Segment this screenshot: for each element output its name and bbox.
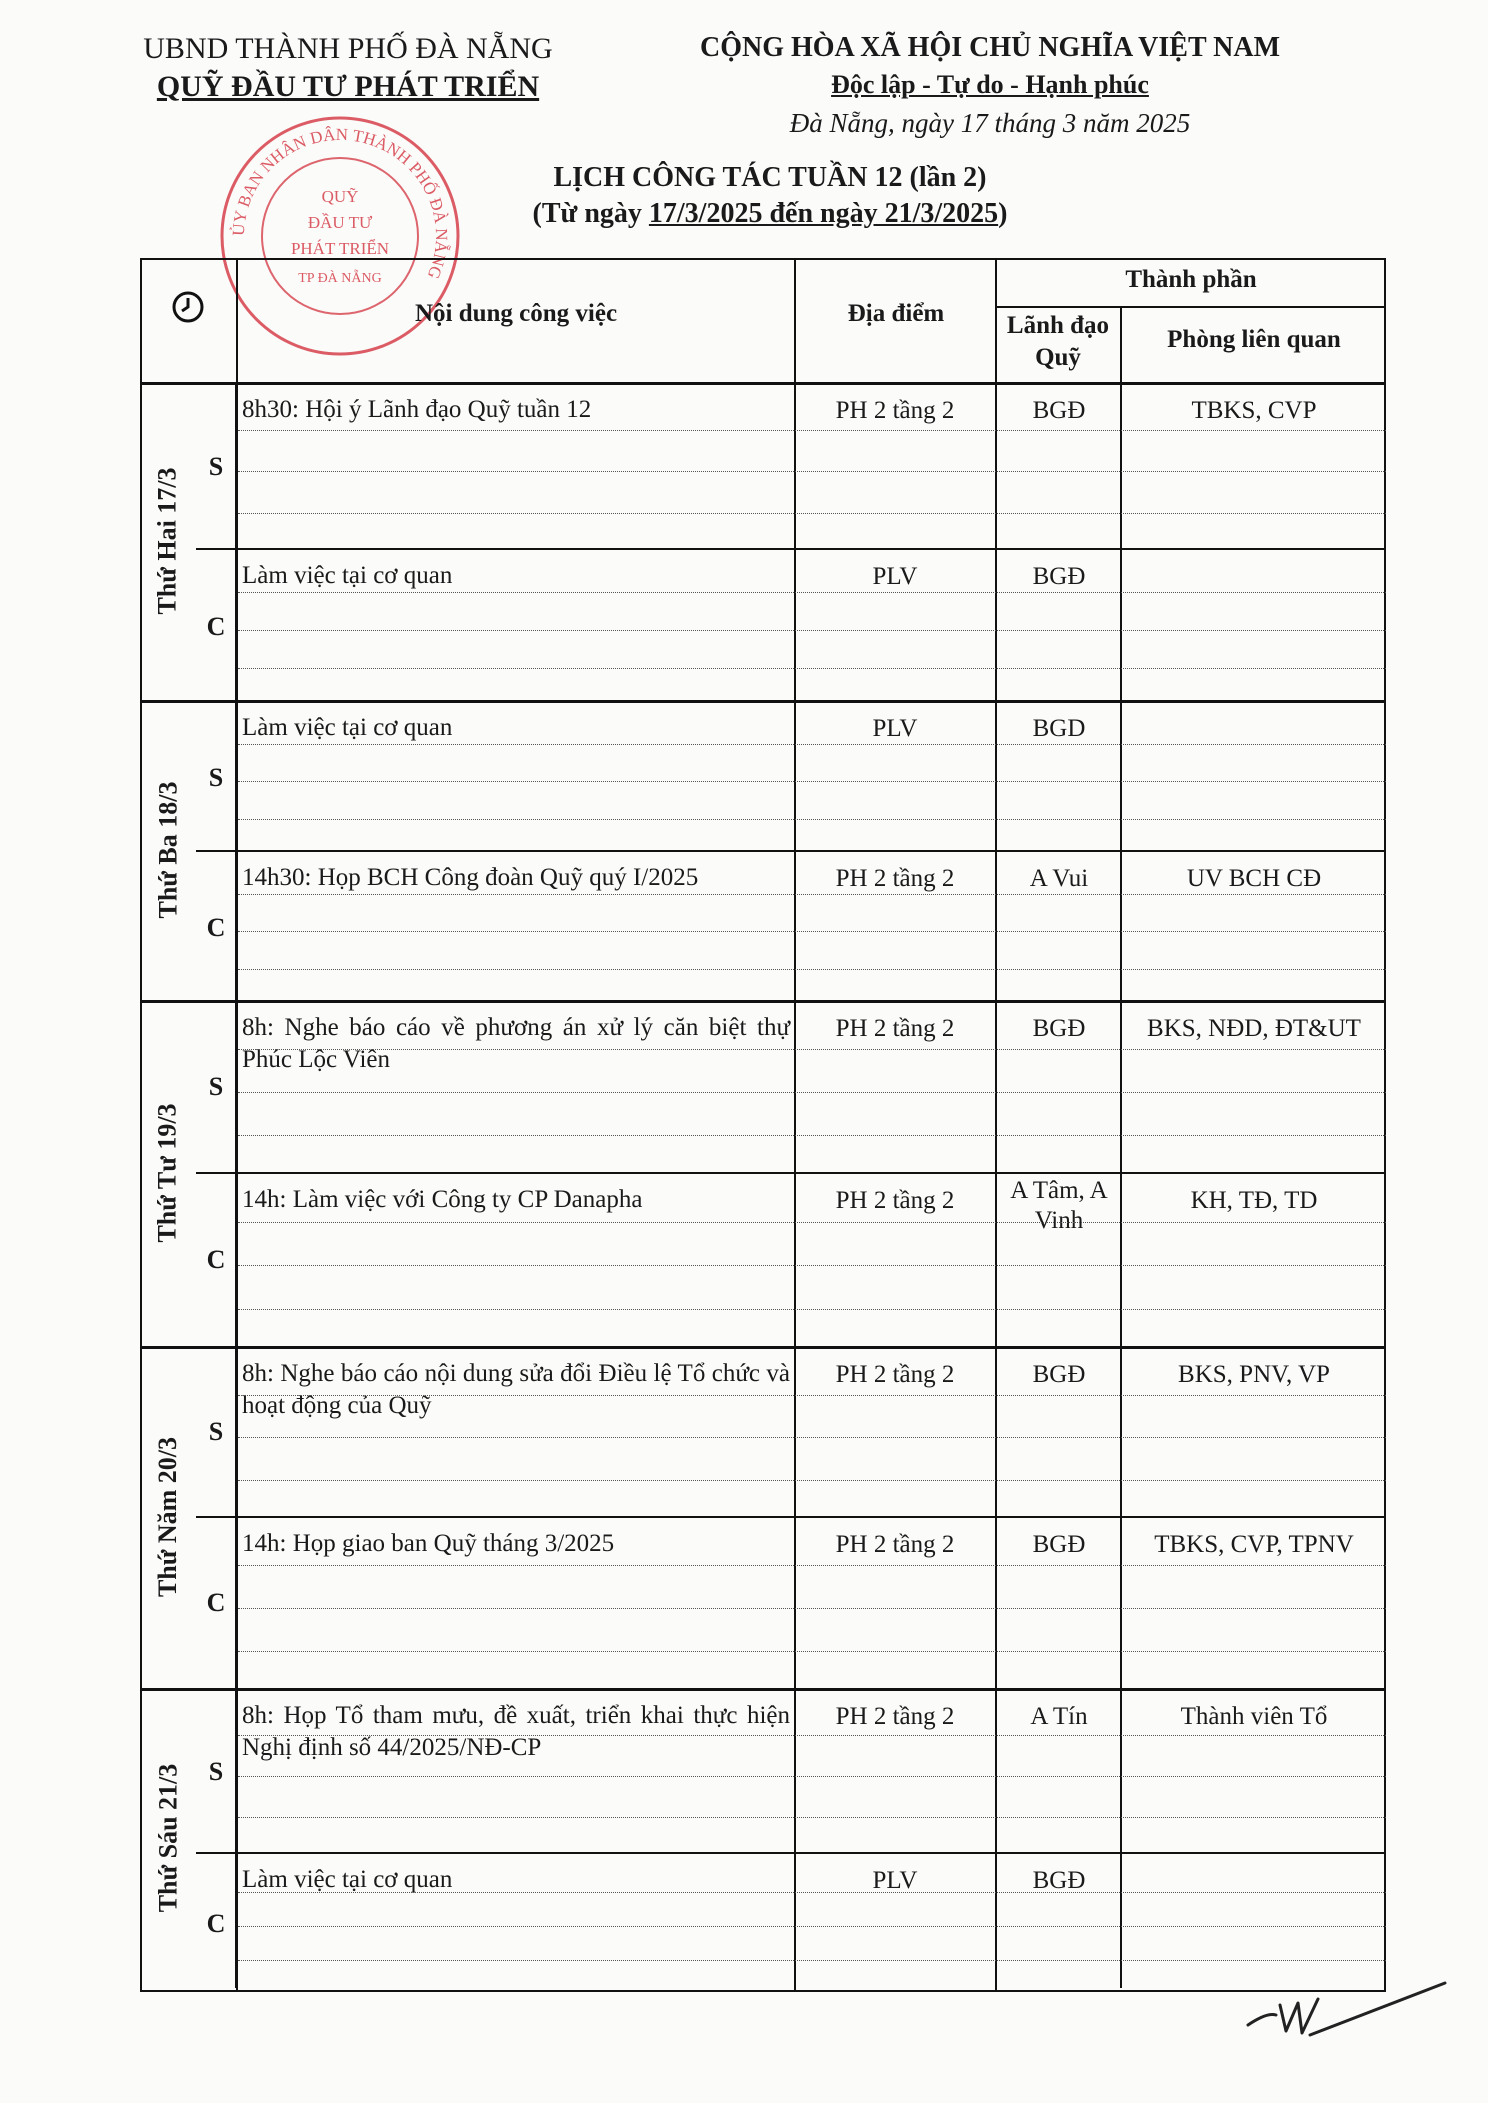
dotted-line — [238, 668, 1386, 669]
nation-motto: Độc lập - Tự do - Hạnh phúc — [831, 70, 1149, 99]
day-label-text: Thứ Sáu 21/3 — [153, 1763, 182, 1913]
session-marker: C — [206, 1588, 226, 1617]
task-leader: BGĐ — [1032, 1361, 1086, 1388]
task-location: PH 2 tầng 2 — [835, 1361, 955, 1388]
task-dept: BKS, NĐD, ĐT&UT — [1147, 1015, 1361, 1042]
clock-icon — [140, 290, 236, 331]
org-name-line1: UBND THÀNH PHỐ ĐÀ NẴNG — [143, 32, 553, 65]
schedule-date-range — [470, 198, 1070, 230]
session-marker: S — [208, 1072, 224, 1101]
task-leader: A Tín — [1030, 1703, 1088, 1730]
task-location: PH 2 tầng 2 — [835, 865, 955, 892]
grid-hline-day — [140, 700, 1386, 703]
nation-title: CỘNG HÒA XÃ HỘI CHỦ NGHĨA VIỆT NAM — [699, 32, 1281, 63]
title-fragment: (Từ ngày — [532, 198, 649, 229]
stamp-line2: ĐẦU TƯ — [307, 213, 373, 232]
org-name-line2-text: QUỸ ĐẦU TƯ PHÁT TRIỂN — [156, 70, 540, 103]
stamp-line1: QUỸ — [321, 187, 359, 206]
day-label — [140, 1346, 196, 1688]
grid-vline-leader — [995, 258, 997, 1992]
task-description: Làm việc tại cơ quan — [242, 562, 453, 589]
task-description: 14h30: Họp BCH Công đoàn Quỹ quý I/2025 — [242, 864, 699, 891]
dotted-line — [238, 969, 1386, 970]
task-location: PH 2 tầng 2 — [835, 1703, 955, 1730]
org-name-line2 — [140, 70, 556, 104]
task-dept: BKS, PNV, VP — [1178, 1361, 1330, 1388]
dotted-line — [238, 1092, 1386, 1093]
col-header-location: Địa điểm — [847, 300, 945, 327]
task-description: 14h: Họp giao ban Quỹ tháng 3/2025 — [242, 1530, 615, 1557]
dotted-line — [238, 1565, 1386, 1566]
session-marker: C — [206, 1245, 226, 1274]
stamp-line3: PHÁT TRIỂN — [290, 239, 390, 258]
stamp-ring-text: ỦY BAN NHÂN DÂN THÀNH PHỐ ĐÀ NẴNG — [228, 124, 452, 282]
dotted-line — [238, 1892, 1386, 1893]
grid-hline-day — [140, 1346, 1386, 1349]
stamp-line4: TP ĐÀ NẴNG — [298, 271, 382, 286]
dotted-line — [238, 781, 1386, 782]
task-location: PLV — [872, 715, 918, 742]
task-dept: TBKS, CVP, TPNV — [1154, 1531, 1354, 1558]
task-location: PH 2 tầng 2 — [835, 1531, 955, 1558]
dotted-line — [238, 1437, 1386, 1438]
session-marker: S — [208, 1417, 224, 1446]
task-dept: TBKS, CVP — [1191, 397, 1317, 424]
task-leader: BGD — [1032, 715, 1086, 742]
dotted-line — [238, 1049, 1386, 1050]
grid-hline-halfday — [196, 1172, 1386, 1174]
session-marker: C — [206, 612, 226, 641]
dotted-line — [238, 1480, 1386, 1481]
dotted-line — [238, 1265, 1386, 1266]
task-dept: Thành viên Tổ — [1180, 1703, 1328, 1730]
dotted-line — [238, 1651, 1386, 1652]
col-header-dept: Phòng liên quan — [1167, 326, 1341, 353]
task-leader: A Vui — [1029, 865, 1089, 892]
grid-hline-halfday — [196, 1852, 1386, 1854]
grid-hline-day — [140, 1688, 1386, 1691]
schedule-table — [140, 258, 1386, 1992]
dotted-line — [238, 1926, 1386, 1927]
grid-hline-header — [140, 382, 1386, 385]
task-location: PH 2 tầng 2 — [835, 1015, 955, 1042]
grid-hline-participants — [996, 306, 1386, 308]
day-label — [140, 1000, 196, 1346]
col-header-content: Nội dung công việc — [414, 300, 618, 327]
task-leader: BGĐ — [1032, 1531, 1086, 1558]
task-leader: BGĐ — [1032, 1015, 1086, 1042]
day-label-text: Thứ Ba 18/3 — [153, 781, 183, 919]
grid-hline-halfday — [196, 1516, 1386, 1518]
dotted-line — [238, 430, 1386, 431]
title-fragment: 17/3/2025 đến ngày 21/3/2025 — [648, 198, 999, 229]
day-label-text: Thứ Tư 19/3 — [153, 1103, 183, 1243]
task-location: PH 2 tầng 2 — [835, 1187, 955, 1214]
dotted-line — [238, 1817, 1386, 1818]
dotted-line — [238, 1776, 1386, 1777]
session-marker: S — [208, 763, 224, 792]
schedule-title: LỊCH CÔNG TÁC TUẦN 12 (lần 2) — [553, 162, 987, 193]
dotted-line — [238, 819, 1386, 820]
col-header-participants: Thành phần — [1125, 266, 1257, 293]
dotted-line — [238, 1135, 1386, 1136]
day-label-text: Thứ Năm 20/3 — [153, 1436, 182, 1598]
col-header-leader: Lãnh đạo Quỹ — [1006, 312, 1110, 371]
task-location: PLV — [872, 563, 918, 590]
dotted-line — [238, 1960, 1386, 1961]
session-marker: S — [208, 1757, 224, 1786]
task-description: Làm việc tại cơ quan — [242, 714, 453, 741]
dotted-line — [238, 1222, 1386, 1223]
dotted-line — [238, 1735, 1386, 1736]
dotted-line — [238, 744, 1386, 745]
grid-hline-day — [140, 1000, 1386, 1003]
handwritten-signature — [1240, 1975, 1450, 2055]
dotted-line — [238, 1395, 1386, 1396]
title-fragment: ) — [998, 198, 1008, 229]
task-description: 8h: Nghe báo cáo nội dung sửa đổi Điều lệ Tổ chức và hoạt động của Quỹ — [242, 1360, 790, 1419]
task-location: PH 2 tầng 2 — [835, 397, 955, 424]
dotted-line — [238, 1608, 1386, 1609]
task-leader: BGĐ — [1032, 563, 1086, 590]
grid-hline-halfday — [196, 850, 1386, 852]
task-leader: BGĐ — [1032, 397, 1086, 424]
grid-vline-content — [236, 258, 238, 1992]
dotted-line — [238, 513, 1386, 514]
session-marker: C — [206, 913, 226, 942]
task-dept: UV BCH CĐ — [1186, 865, 1322, 892]
day-label — [140, 700, 196, 1000]
task-description: Làm việc tại cơ quan — [242, 1866, 453, 1893]
document-date: Đà Nẵng, ngày 17 tháng 3 năm 2025 — [789, 108, 1191, 138]
grid-hline-halfday — [196, 548, 1386, 550]
task-leader: BGĐ — [1032, 1867, 1086, 1894]
session-marker: C — [206, 1909, 226, 1938]
day-label — [140, 382, 196, 700]
dotted-line — [238, 894, 1386, 895]
task-leader: A Tâm, A Vinh — [1010, 1177, 1108, 1234]
day-label-text: Thứ Hai 17/3 — [153, 467, 183, 615]
dotted-line — [238, 1309, 1386, 1310]
task-description: 14h: Làm việc với Công ty CP Danapha — [242, 1186, 643, 1213]
session-marker: S — [208, 452, 224, 481]
dotted-line — [238, 630, 1386, 631]
task-description: 8h: Nghe báo cáo về phương án xử lý căn biệt thự Phúc Lộc Viên — [242, 1014, 790, 1073]
task-description: 8h: Họp Tổ tham mưu, đề xuất, triển khai thực hiện Nghị định số 44/2025/NĐ-CP — [242, 1702, 790, 1761]
task-dept: KH, TĐ, TD — [1190, 1187, 1318, 1214]
dotted-line — [238, 931, 1386, 932]
day-label — [140, 1688, 196, 1988]
task-description: 8h30: Hội ý Lãnh đạo Quỹ tuần 12 — [242, 396, 592, 423]
dotted-line — [238, 592, 1386, 593]
dotted-line — [238, 471, 1386, 472]
task-location: PLV — [872, 1867, 918, 1894]
